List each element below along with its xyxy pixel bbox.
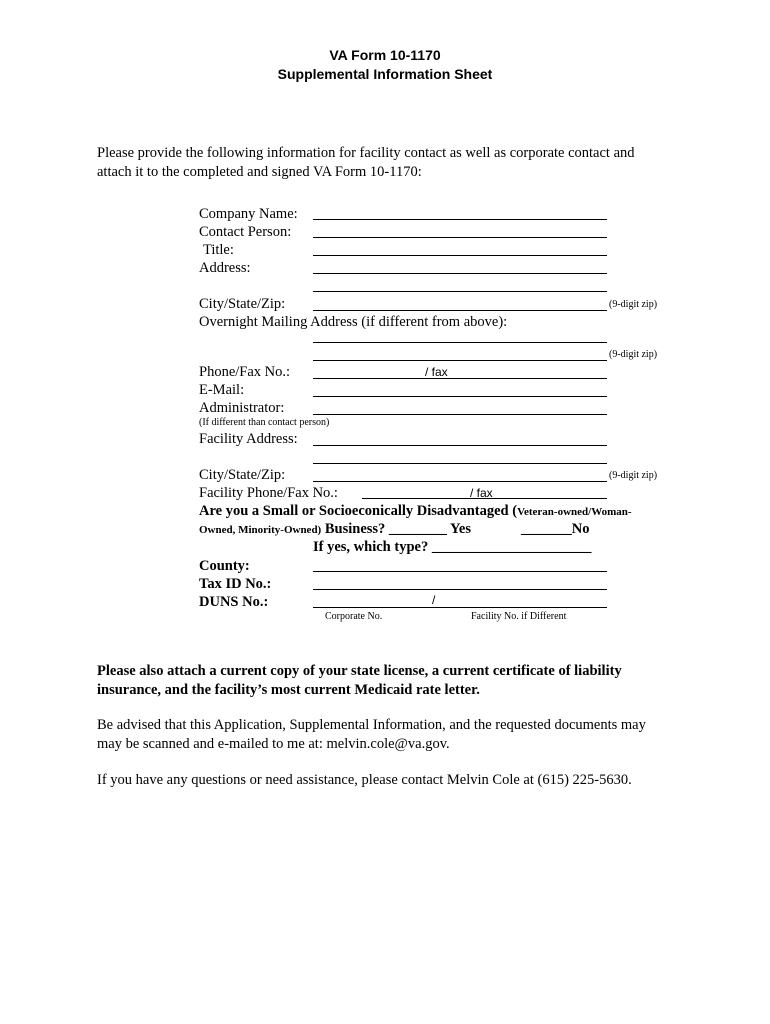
contact-person-field[interactable] — [313, 237, 607, 238]
address-field-2[interactable] — [313, 291, 607, 292]
duns-field[interactable] — [313, 607, 607, 608]
overnight-address-field-1[interactable] — [313, 342, 607, 343]
address-label: Address: — [199, 260, 251, 276]
attach-notice-line-1: Please also attach a current copy of your state license, a current certificate of liability — [97, 663, 622, 679]
small-business-owned-types: Owned, Minority-Owned) — [199, 524, 322, 536]
intro-line-1: Please provide the following information for facility contact as well as corporate contact and — [97, 145, 635, 161]
facility-phone-label: Facility Phone/Fax No.: — [199, 485, 338, 501]
tax-id-label: Tax ID No.: — [199, 576, 272, 592]
form-subtitle: Supplemental Information Sheet — [277, 66, 493, 82]
phone-fax-label: Phone/Fax No.: — [199, 364, 291, 380]
city-state-zip-field[interactable] — [313, 310, 607, 311]
small-business-yes[interactable]: Business? ________ Yes — [321, 521, 471, 537]
email-field[interactable] — [313, 396, 607, 397]
facility-address-label: Facility Address: — [199, 431, 298, 447]
county-label: County: — [199, 558, 250, 574]
advised-line-2: may be scanned and e-mailed to me at: melvin.cole@va.gov. — [97, 736, 450, 752]
contact-person-label: Contact Person: — [199, 224, 292, 240]
county-field[interactable] — [313, 571, 607, 572]
company-name-label: Company Name: — [199, 206, 298, 222]
facility-address-field-1[interactable] — [313, 445, 607, 446]
fax-separator: / fax — [470, 486, 493, 500]
small-business-line-2 — [199, 521, 471, 538]
fax-separator: / fax — [425, 365, 448, 379]
form-title: VA Form 10-1170 — [329, 47, 441, 63]
company-name-field[interactable] — [313, 219, 607, 220]
duns-label: DUNS No.: — [199, 594, 269, 610]
corporate-no-caption: Corporate No. — [325, 611, 383, 622]
duns-separator: / — [432, 593, 436, 607]
intro-line-2: attach it to the completed and signed VA Form 10-1170: — [97, 164, 422, 180]
facility-address-field-2[interactable] — [313, 463, 607, 464]
business-type-field[interactable]: If yes, which type? ______________________ — [313, 539, 592, 555]
address-field-1[interactable] — [313, 273, 607, 274]
small-business-question — [199, 503, 632, 520]
facility-city-label: City/State/Zip: — [199, 467, 286, 483]
city-state-zip-label: City/State/Zip: — [199, 296, 286, 312]
administrator-note: (If different than contact person) — [199, 417, 330, 428]
attach-notice-line-2: insurance, and the facility’s most current Medicaid rate letter. — [97, 682, 480, 698]
facility-no-caption: Facility No. if Different — [471, 611, 567, 622]
phone-fax-field[interactable] — [313, 378, 607, 379]
small-business-question-bold: Are you a Small or Socioeconically Disadvantaged ( — [199, 503, 518, 519]
zip-hint: (9-digit zip) — [609, 299, 658, 310]
small-business-question-small: Veteran-owned/Woman- — [517, 506, 632, 518]
overnight-address-field-2[interactable] — [313, 360, 607, 361]
administrator-label: Administrator: — [199, 400, 285, 416]
facility-city-field[interactable] — [313, 481, 607, 482]
questions-line: If you have any questions or need assistance, please contact Melvin Cole at (615) 225-5630. — [97, 772, 632, 788]
title-field[interactable] — [313, 255, 607, 256]
administrator-field[interactable] — [313, 414, 607, 415]
title-label: Title: — [203, 242, 234, 258]
overnight-address-label: Overnight Mailing Address (if different from above): — [199, 314, 508, 330]
zip-hint: (9-digit zip) — [609, 470, 658, 481]
zip-hint: (9-digit zip) — [609, 349, 658, 360]
tax-id-field[interactable] — [313, 589, 607, 590]
email-label: E-Mail: — [199, 382, 245, 398]
advised-line-1: Be advised that this Application, Supplemental Information, and the requested documents may — [97, 717, 646, 733]
small-business-no[interactable]: _______No — [521, 521, 590, 537]
